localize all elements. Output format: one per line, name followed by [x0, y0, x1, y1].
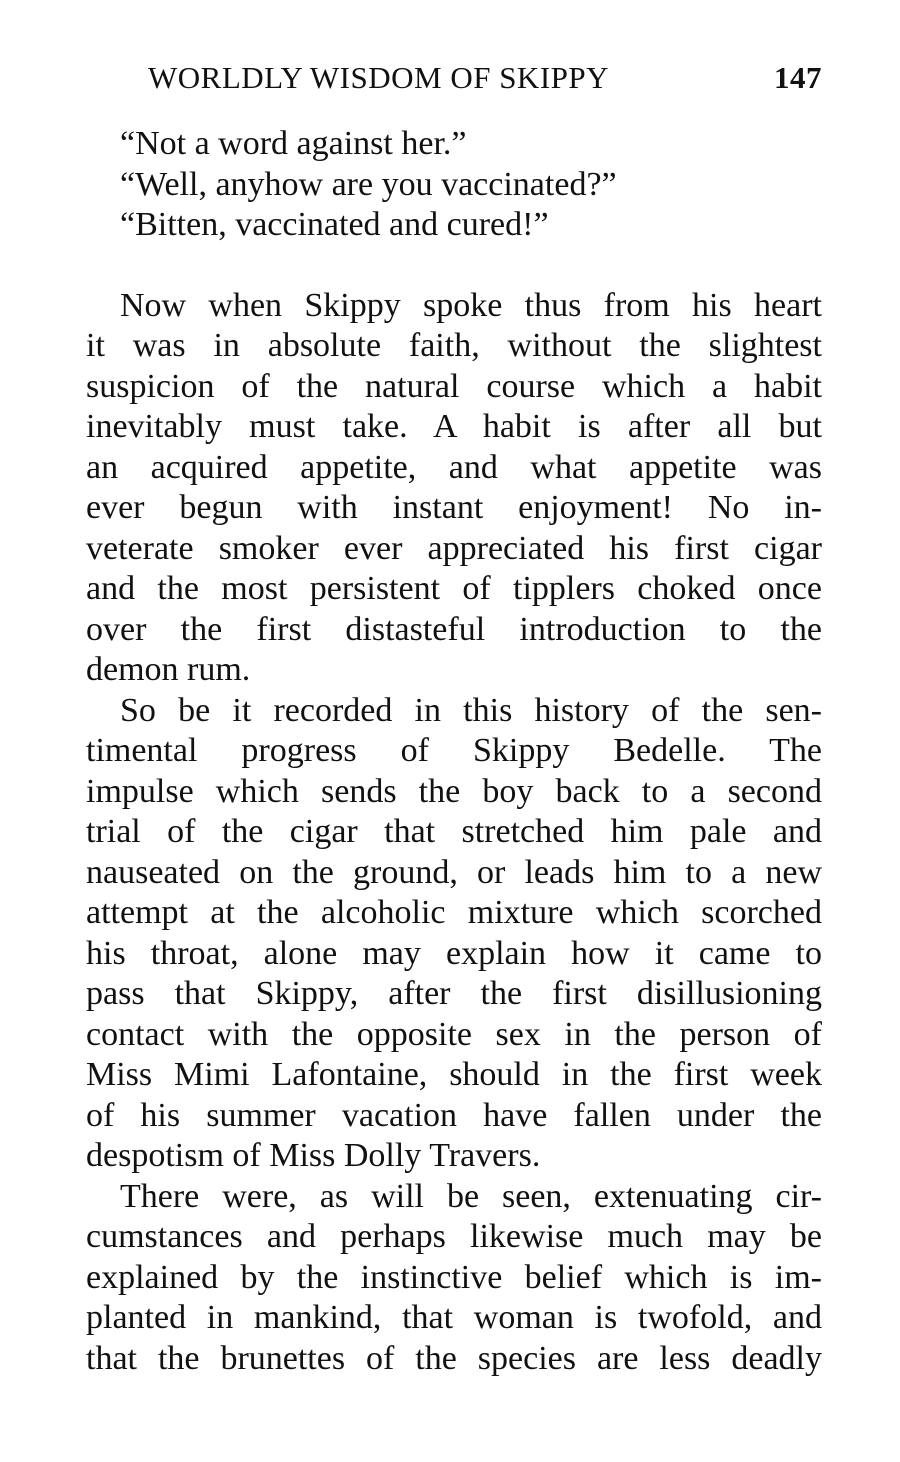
text-line: suspicion of the natural course which a habit: [86, 367, 822, 405]
text-line: Miss Mimi Lafontaine, should in the first week: [86, 1056, 822, 1093]
dialogue-line: “Well, anyhow are you vaccinated?”: [120, 165, 617, 203]
page-number: 147: [774, 60, 822, 95]
dialogue-line: “Bitten, vaccinated and cured!”: [120, 206, 549, 243]
text-line: that the brunettes of the species are less deadly: [86, 1339, 822, 1377]
dialogue-line: “Not a word against her.”: [120, 125, 467, 162]
dialogue-block: [86, 124, 822, 246]
text-line: an acquired appetite, and what appetite was: [86, 448, 822, 486]
text-line: his throat, alone may explain how it came to: [86, 934, 822, 972]
running-title: WORLDLY WISDOM OF SKIPPY: [148, 60, 610, 95]
paragraph-2: [86, 691, 822, 1177]
text-line: and the most persistent of tipplers choked once: [86, 570, 822, 607]
body-text: [86, 286, 822, 1380]
text-line: it was in absolute faith, without the slightest: [86, 327, 822, 364]
text-line: ever begun with instant enjoyment! No in-: [86, 489, 822, 526]
paragraph-3: [86, 1177, 822, 1380]
text-line: attempt at the alcoholic mixture which scorched: [86, 894, 822, 931]
running-head: [86, 54, 822, 106]
text-line: explained by the instinctive belief which is im-: [86, 1258, 822, 1296]
text-line: despotism of Miss Dolly Travers.: [86, 1137, 541, 1174]
text-line: demon rum.: [86, 651, 251, 688]
text-line: impulse which sends the boy back to a second: [86, 772, 822, 810]
text-line: nauseated on the ground, or leads him to a new: [86, 853, 822, 891]
paragraph-1: [86, 286, 822, 691]
text-line: contact with the opposite sex in the person of: [86, 1015, 822, 1053]
text-line: planted in mankind, that woman is twofold, and: [86, 1299, 822, 1336]
text-line: Now when Skippy spoke thus from his heart: [120, 286, 822, 324]
text-line: So be it recorded in this history of the sen-: [120, 691, 822, 729]
text-line: of his summer vacation have fallen under the: [86, 1096, 822, 1134]
text-line: over the first distasteful introduction to the: [86, 610, 822, 648]
book-page: [86, 54, 822, 1379]
text-line: timental progress of Skippy Bedelle. The: [86, 732, 822, 769]
text-line: veterate smoker ever appreciated his first cigar: [86, 529, 822, 567]
text-line: There were, as will be seen, extenuating cir-: [120, 1177, 822, 1215]
text-line: cumstances and perhaps likewise much may be: [86, 1218, 822, 1255]
text-line: pass that Skippy, after the first disillusioning: [86, 975, 822, 1012]
text-line: trial of the cigar that stretched him pale and: [86, 813, 822, 850]
text-line: inevitably must take. A habit is after all but: [86, 408, 822, 445]
